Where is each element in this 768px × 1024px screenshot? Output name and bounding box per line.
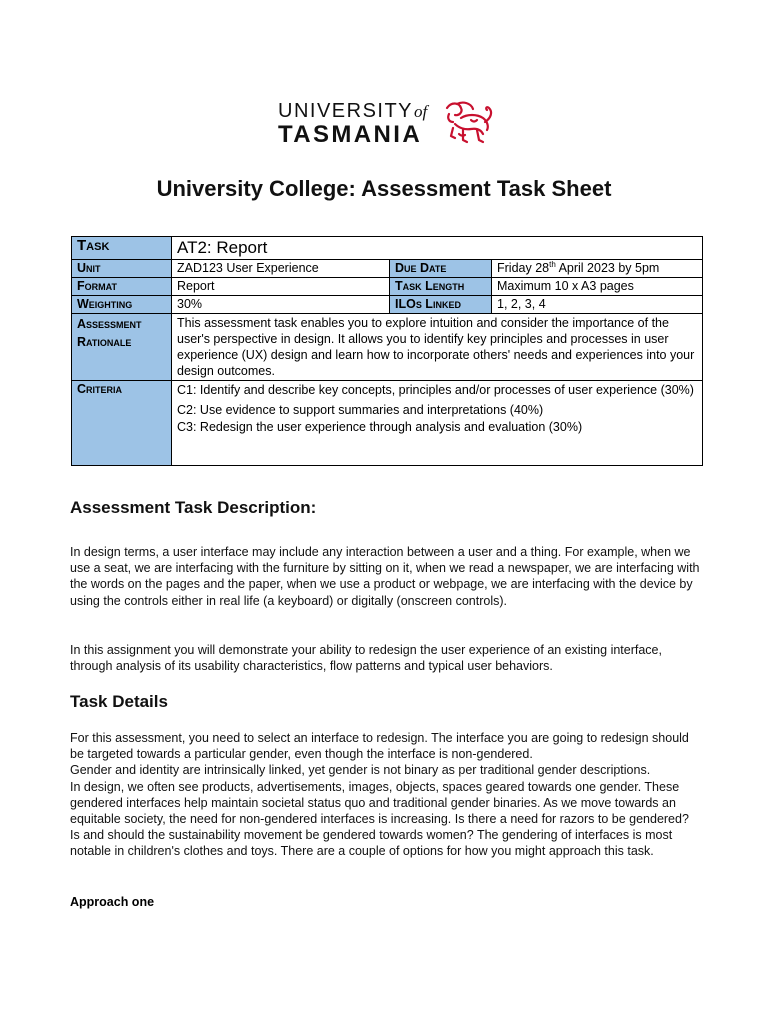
format-label: Format (72, 278, 172, 296)
rationale-value: This assessment task enables you to explore intuition and consider the importance of the user's perspective in design. It allows you to identify key principles and processes in user experience (UX) design and learn how to incorporate others' needs and experiences into your design outcomes. (172, 314, 703, 381)
rationale-row (72, 314, 703, 381)
due-date-label: Due Date (390, 260, 492, 278)
task-value: AT2: Report (172, 237, 703, 260)
rationale-label: Assessment Rationale (72, 314, 172, 381)
criterion-c2: C2: Use evidence to support summaries and interpretations (40%) (177, 403, 544, 417)
format-row (72, 278, 703, 296)
weighting-value: 30% (172, 296, 390, 314)
task-details-paragraph-2: Gender and identity are intrinsically linked, yet gender is not binary as per traditional gender descriptions. (70, 763, 651, 778)
task-details-body (70, 730, 700, 860)
unit-row (72, 260, 703, 278)
task-details-paragraph-3: In design, we often see products, advertisements, images, objects, spaces geared towards one gender. These gendered interfaces help maintain societal status quo and traditional gender binaries. As we move towards an equitable society, the need for non-gendered interfaces is increasing. Is there a need for razors to be gendered? Is and should the sustainability movement be gendered towards women? The gendering of interfaces is most notable in children's clothes and toys. There are a couple of options for how you might approach this task. (70, 779, 689, 859)
description-paragraph-1: In design terms, a user interface may include any interaction between a user and a thing. For example, when we use a seat, we are interfacing with the furniture by sitting on it, when we read a newspaper, we are interfacing with the words on the pages and the paper, when we use a product or webpage, we are interfacing with the device by using the controls either in real life (a keyboard) or digitally (onscreen controls). (70, 545, 700, 608)
format-value: Report (172, 278, 390, 296)
task-details-heading: Task Details (70, 692, 168, 711)
logo-tasmania-text: TASMANIA (278, 121, 423, 148)
task-row (72, 237, 703, 260)
logo-of-text: of (414, 102, 428, 121)
description-paragraph-2: In this assignment you will demonstrate your ability to redesign the user experience of an existing interface, through analysis of its usability characteristics, flow patterns and typical user behaviors. (70, 643, 662, 674)
criteria-row (72, 381, 703, 466)
task-table (71, 236, 703, 466)
page-title: University College: Assessment Task Sheet (156, 176, 612, 201)
task-length-value: Maximum 10 x A3 pages (492, 278, 703, 296)
criterion-c1: C1: Identify and describe key concepts, principles and/or processes of user experience (30%) (177, 383, 694, 397)
weighting-label: Weighting (72, 296, 172, 314)
criterion-c3: C3: Redesign the user experience through analysis and evaluation (30%) (177, 420, 583, 434)
task-length-label: Task Length (390, 278, 492, 296)
logo-university-text: UNIVERSITYof (278, 100, 428, 122)
unit-label: Unit (72, 260, 172, 278)
task-label: Task (72, 237, 172, 260)
lion-crest-icon (441, 100, 495, 148)
university-logo (276, 100, 496, 150)
ilos-value: 1, 2, 3, 4 (492, 296, 703, 314)
task-details-paragraph-1: For this assessment, you need to select an interface to redesign. The interface you are going to redesign should be targeted towards a particular gender, even though the interface is non-gendered. (70, 731, 689, 762)
criteria-label: Criteria (72, 381, 172, 466)
due-date-value: Friday 28th April 2023 by 5pm (492, 260, 703, 278)
unit-value: ZAD123 User Experience (172, 260, 390, 278)
ilos-label: ILOs Linked (390, 296, 492, 314)
approach-one-heading: Approach one (70, 895, 155, 909)
description-heading: Assessment Task Description: (70, 498, 317, 517)
weighting-row (72, 296, 703, 314)
criteria-list (172, 381, 703, 466)
